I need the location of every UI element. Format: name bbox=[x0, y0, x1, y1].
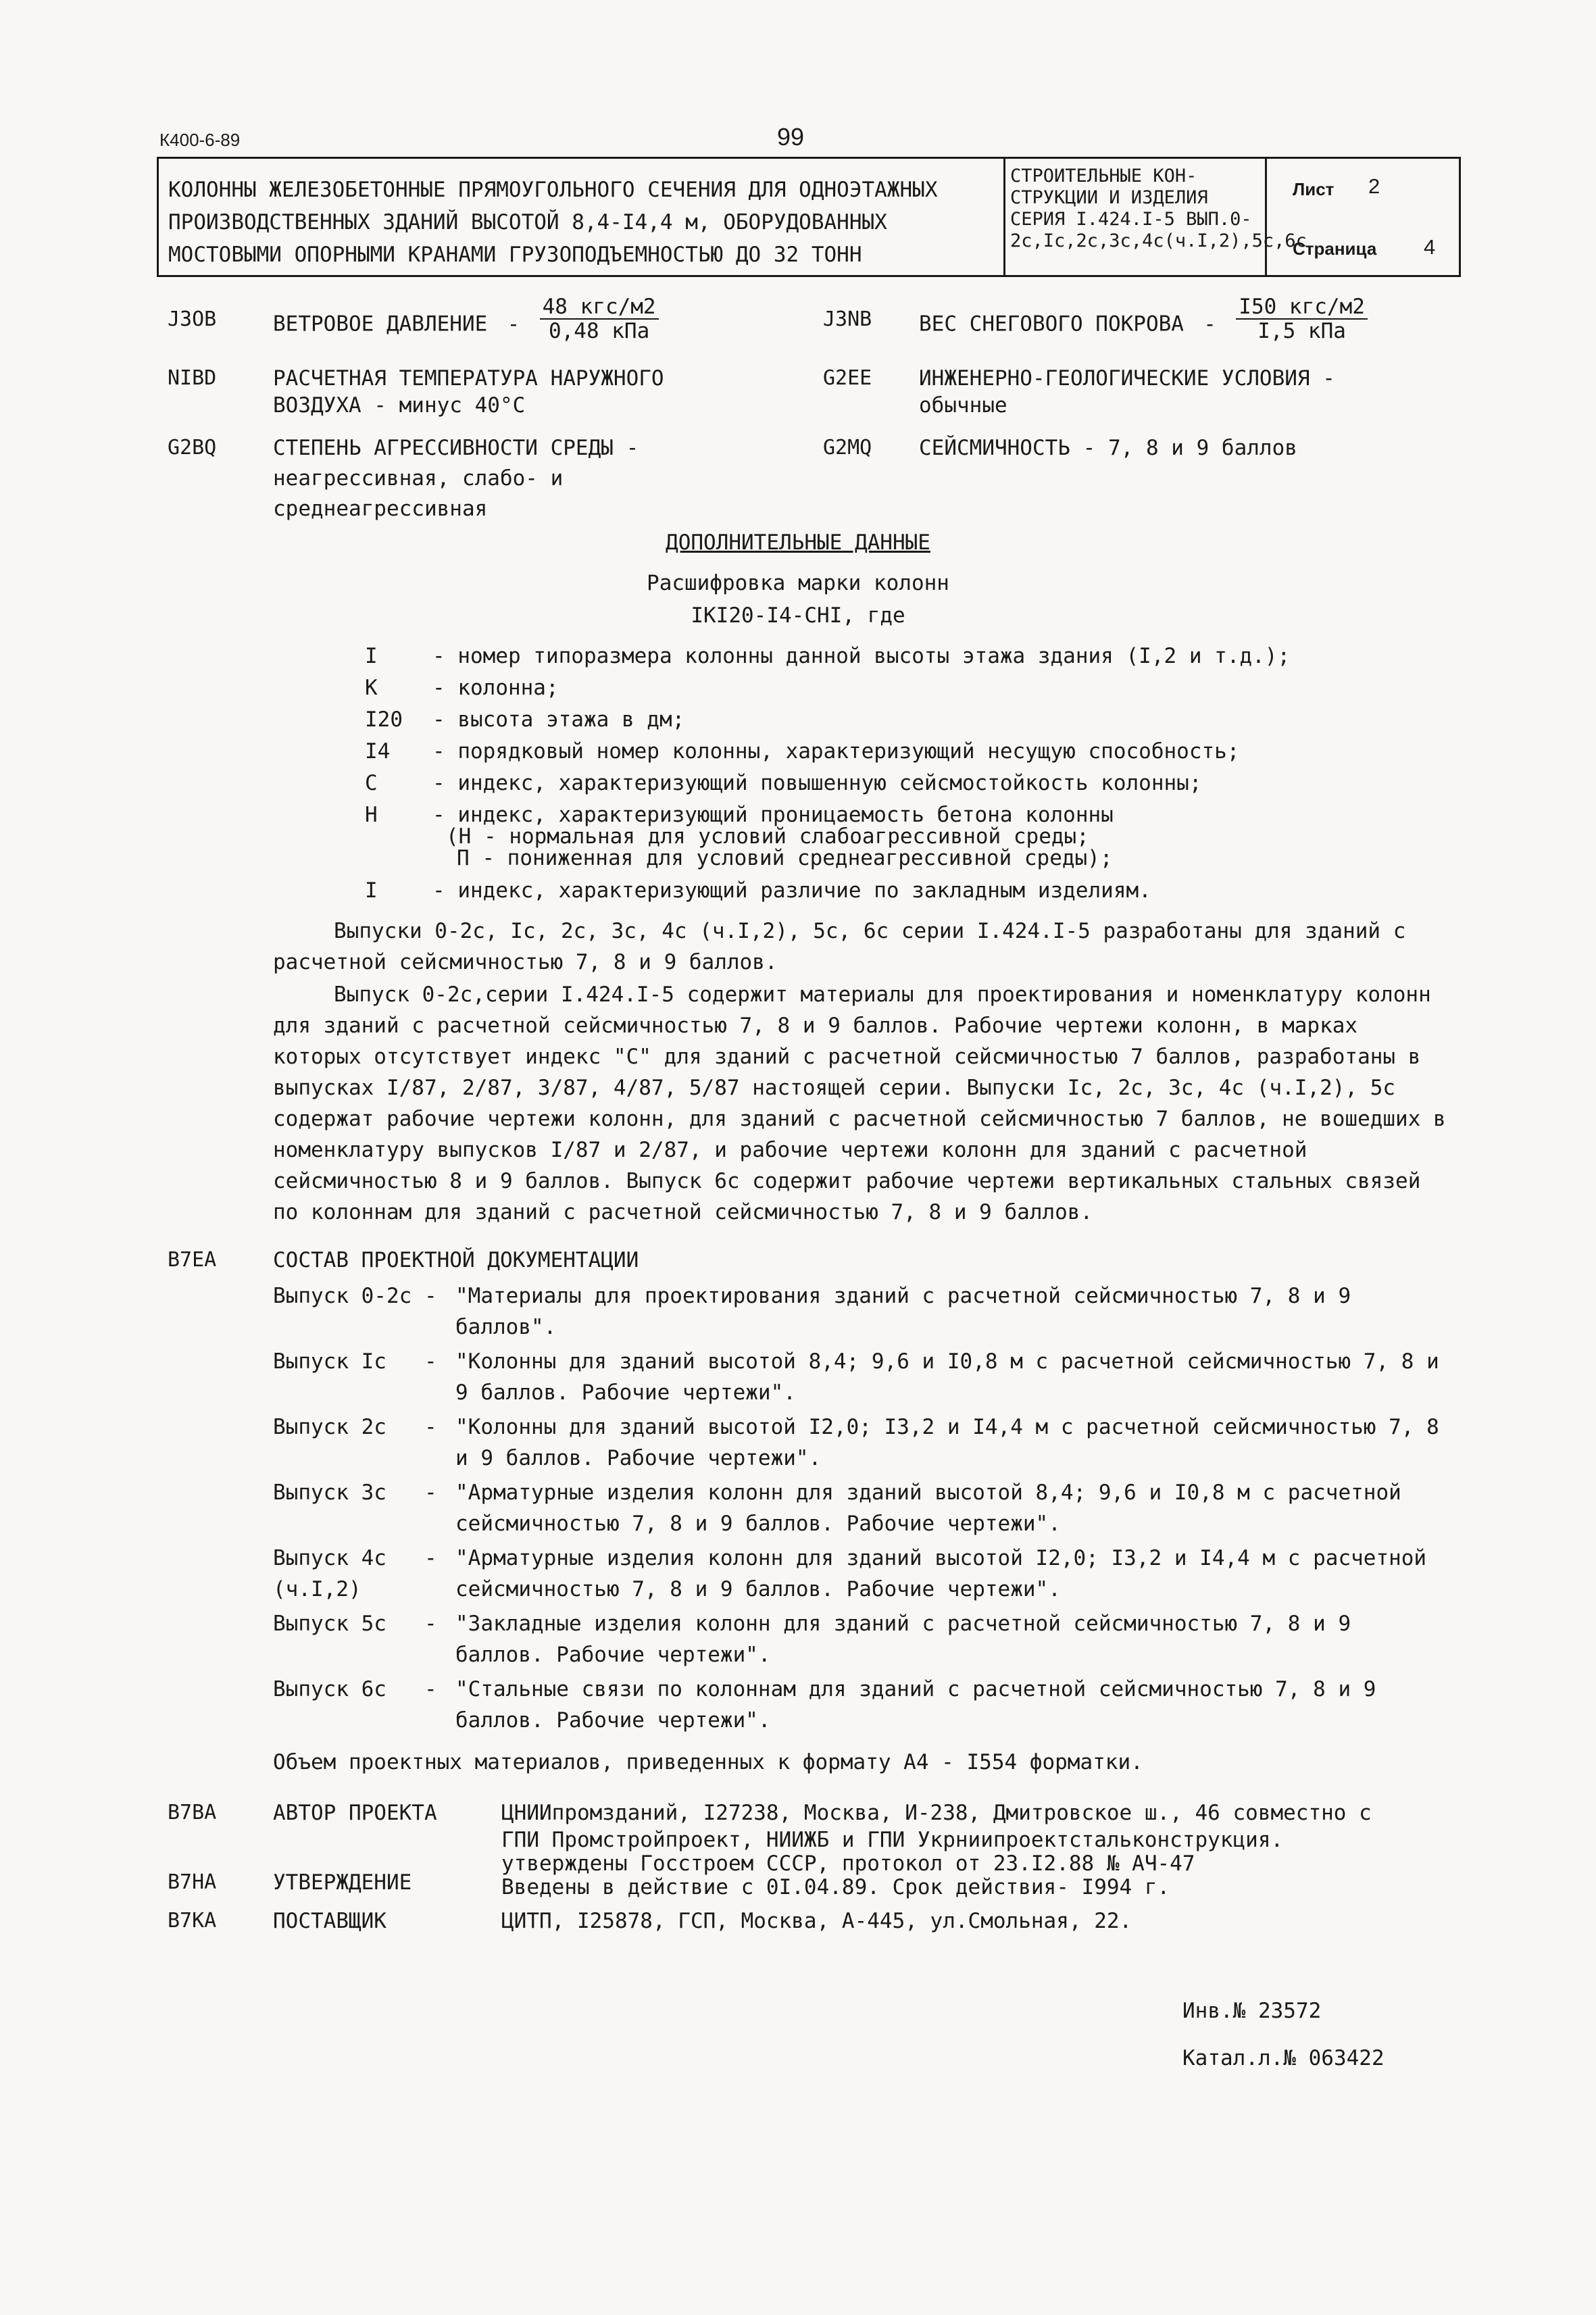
param-snow: ВЕС СНЕГОВОГО ПОКРОВА - $\frac{\text{I50 кгс/м2}}{\text{I,5 кПа}}$ bbox=[919, 307, 1368, 343]
volume-label: Выпуск 5с bbox=[273, 1612, 386, 1636]
param-wind: ВЕТРОВОЕ ДАВЛЕНИЕ - $\frac{\text{48 кгс/м2}}{\text{0,48 кПа}}$ bbox=[273, 307, 659, 343]
param-aggr-line2: неагрессивная, слабо- и bbox=[273, 466, 564, 491]
doc-code: К400-6-89 bbox=[159, 130, 241, 150]
catalog-number: Катал.л.№ 063422 bbox=[1182, 2046, 1385, 2070]
legend-text: - индекс, характеризующий повышенную сейсмостойкость колонны; bbox=[432, 771, 1202, 795]
param-geo-line2: обычные bbox=[919, 393, 1007, 418]
fraction-num: 48 кгс/м2 bbox=[540, 295, 659, 320]
param-label: ВЕТРОВОЕ ДАВЛЕНИЕ bbox=[273, 312, 488, 337]
param-temp-line1: РАСЧЕТНАЯ ТЕМПЕРАТУРА НАРУЖНОГО bbox=[273, 366, 664, 391]
param-label: ВЕС СНЕГОВОГО ПОКРОВА bbox=[919, 312, 1184, 337]
legend-key: К bbox=[365, 676, 378, 700]
field-label: АВТОР ПРОЕКТА bbox=[273, 1801, 437, 1825]
document-title: КОЛОННЫ ЖЕЛЕЗОБЕТОННЫЕ ПРЯМОУГОЛЬНОГО СЕЧЕНИЯ ДЛЯ ОДНОЭТАЖНЫХ ПРОИЗВОДСТВЕННЫХ ЗДАНИЙ ВЫСОТОЙ 8,4-I4,4 м, ОБОРУДОВАННЫХ МОСТОВЫМИ ОПОРНЫМИ КРАНАМИ ГРУЗОПОДЪЕМНОСТЬЮ ДО 32 ТОНН bbox=[168, 178, 938, 267]
param-aggr-line3: среднеагрессивная bbox=[273, 497, 488, 521]
legend-text: - номер типоразмера колонны данной высоты этажа здания (I,2 и т.д.); bbox=[432, 644, 1291, 668]
param-code: G2BQ bbox=[168, 436, 217, 459]
volume-label: Выпуск 6с bbox=[273, 1677, 386, 1701]
volume-label: Выпуск Iс bbox=[273, 1349, 386, 1374]
param-code: J3NB bbox=[823, 307, 872, 331]
legend-text: - индекс, характеризующий различие по закладным изделиям. bbox=[432, 878, 1151, 903]
param-seismic: СЕЙСМИЧНОСТЬ - 7, 8 и 9 баллов bbox=[919, 436, 1297, 460]
page-label: Страница bbox=[1293, 239, 1377, 259]
param-code: G2EE bbox=[823, 366, 872, 390]
volume-total: Объем проектных материалов, приведенных к формату А4 - I554 форматки. bbox=[273, 1750, 1143, 1774]
legend-key: Н bbox=[365, 803, 378, 827]
field-value: Введены в действие с 0I.04.89. Срок действия- I994 г. bbox=[501, 1875, 1170, 1899]
param-code: G2MQ bbox=[823, 436, 872, 459]
fraction-den: 0,48 кПа bbox=[548, 319, 650, 343]
section-heading: ДОПОЛНИТЕЛЬНЫЕ ДАННЫЕ bbox=[666, 530, 930, 555]
field-value: ГПИ Промстройпроект, НИИЖБ и ГПИ Укрниипроектстальконструкция. bbox=[501, 1828, 1284, 1852]
paragraph-content: Выпуск 0-2с,серии I.424.I-5 содержит материалы для проектирования и номенклатуру колонн для зданий с расчетной сейсмичностью 7, 8 и 9 баллов. Рабочие чертежи колонн, в марках которых отсутствует индекс "С" для зданий с расчетной сейсмичностью 7 баллов, разработаны в выпусках I/87, 2/87, 3/87, 4/87, 5/87 настоящей серии. Выпуски Iс, 2с, 3с, 4с (ч.I,2), 5с содержат рабочие чертежи колонн, для зданий с расчетной сейсмичностью 7 баллов, не вошедших в номенклатуру выпусков I/87 и 2/87, и рабочие чертежи колонн для зданий с расчетной сейсмичностью 8 и 9 баллов. Выпуск 6с содержит рабочие чертежи вертикальных стальных связей по колоннам для зданий с расчетной сейсмичностью 7, 8 и 9 баллов. bbox=[273, 982, 1446, 1224]
field-label: УТВЕРЖДЕНИЕ bbox=[273, 1870, 412, 1895]
legend-key: I bbox=[365, 878, 378, 903]
legend-key: I bbox=[365, 644, 378, 668]
param-geo-line1: ИНЖЕНЕРНО-ГЕОЛОГИЧЕСКИЕ УСЛОВИЯ - bbox=[919, 366, 1335, 391]
sheet-value: 2 bbox=[1368, 174, 1380, 198]
title-block bbox=[157, 157, 1461, 277]
composition-code: B7EA bbox=[168, 1248, 217, 1272]
field-code: B7HA bbox=[168, 1870, 217, 1894]
field-label: ПОСТАВЩИК bbox=[273, 1909, 386, 1933]
field-value: утверждены Госстроем СССР, протокол от 23.I2.88 № АЧ-47 bbox=[501, 1851, 1195, 1876]
sheet-label: Лист bbox=[1293, 179, 1335, 199]
composition-heading: СОСТАВ ПРОЕКТНОЙ ДОКУМЕНТАЦИИ bbox=[273, 1248, 639, 1272]
volume-label: Выпуск 0-2с bbox=[273, 1284, 412, 1308]
field-value: ЦИТП, I25878, ГСП, Москва, А-445, ул.Смольная, 22. bbox=[501, 1909, 1132, 1933]
legend-text: - индекс, характеризующий проницаемость бетона колонны bbox=[432, 803, 1114, 827]
sheet-info bbox=[1267, 159, 1463, 279]
legend-key: I4 bbox=[365, 739, 391, 764]
legend-text: - порядковый номер колонны, характеризующий несущую способность; bbox=[432, 739, 1240, 764]
fraction-den: I,5 кПа bbox=[1257, 319, 1346, 343]
param-temp-line2: ВОЗДУХА - минус 40°С bbox=[273, 393, 526, 418]
field-value: ЦНИИпромзданий, I27238, Москва, И-238, Дмитровское ш., 46 совместно с bbox=[501, 1801, 1372, 1825]
legend-subtext: П - пониженная для условий среднеагрессивной среды); bbox=[457, 846, 1113, 870]
legend-text: - колонна; bbox=[432, 676, 559, 700]
legend-key: С bbox=[365, 771, 378, 795]
legend-subtext: (Н - нормальная для условий слабоагрессивной среды; bbox=[446, 824, 1089, 849]
volume-text: "Стальные связи по колоннам для зданий с расчетной сейсмичностью 7, 8 и 9 баллов. Рабочие чертежи". bbox=[455, 1677, 1376, 1733]
volume-text: "Материалы для проектирования зданий с расчетной сейсмичностью 7, 8 и 9 баллов". bbox=[455, 1284, 1351, 1339]
param-fraction bbox=[540, 295, 659, 343]
volume-label: Выпуск 2с bbox=[273, 1415, 386, 1439]
series-info: СТРОИТЕЛЬНЫЕ КОН-СТРУКЦИИ И ИЗДЕЛИЯ СЕРИЯ I.424.I-5 ВЫП.0-2с,Iс,2с,3с,4с(ч.I,2),5с,6с bbox=[1010, 166, 1307, 251]
page-number: 99 bbox=[777, 123, 805, 151]
volume-text: "Колонны для зданий высотой I2,0; I3,2 и I4,4 м с расчетной сейсмичностью 7, 8 и 9 баллов. Рабочие чертежи". bbox=[455, 1415, 1439, 1470]
legend-text: - высота этажа в дм; bbox=[432, 707, 685, 732]
param-fraction bbox=[1236, 295, 1368, 343]
volume-text: "Колонны для зданий высотой 8,4; 9,6 и I0,8 м с расчетной сейсмичностью 7, 8 и 9 баллов. Рабочие чертежи". bbox=[455, 1349, 1439, 1405]
volume-label: Выпуск 4с (ч.I,2) bbox=[273, 1546, 386, 1601]
fraction-num: I50 кгс/м2 bbox=[1236, 295, 1368, 320]
param-code: NIBD bbox=[168, 366, 217, 390]
param-aggr-line1: СТЕПЕНЬ АГРЕССИВНОСТИ СРЕДЫ - bbox=[273, 436, 639, 460]
field-code: B7KA bbox=[168, 1909, 217, 1933]
paragraph-releases: Выпуски 0-2с, Iс, 2с, 3с, 4с (ч.I,2), 5с, 6с серии I.424.I-5 разработаны для зданий с расчетной сейсмичностью 7, 8 и 9 баллов. bbox=[273, 919, 1406, 974]
field-code: B7BA bbox=[168, 1801, 217, 1824]
page-value: 4 bbox=[1424, 235, 1436, 259]
inventory-number: Инв.№ 23572 bbox=[1182, 1999, 1322, 2023]
mark-subheading: Расшифровка марки колонн bbox=[647, 571, 949, 595]
volume-label: Выпуск 3с bbox=[273, 1480, 386, 1505]
column-mark: IКI20-I4-СНI, где bbox=[691, 603, 905, 628]
legend-key: I20 bbox=[365, 707, 403, 732]
volume-text: "Арматурные изделия колонн для зданий высотой I2,0; I3,2 и I4,4 м с расчетной сейсмичностью 7, 8 и 9 баллов. Рабочие чертежи". bbox=[455, 1546, 1427, 1601]
volume-text: "Арматурные изделия колонн для зданий высотой 8,4; 9,6 и I0,8 м с расчетной сейсмичностью 7, 8 и 9 баллов. Рабочие чертежи". bbox=[455, 1480, 1401, 1536]
param-code: J3OB bbox=[168, 307, 217, 331]
volume-text: "Закладные изделия колонн для зданий с расчетной сейсмичностью 7, 8 и 9 баллов. Рабочие чертежи". bbox=[455, 1612, 1351, 1667]
